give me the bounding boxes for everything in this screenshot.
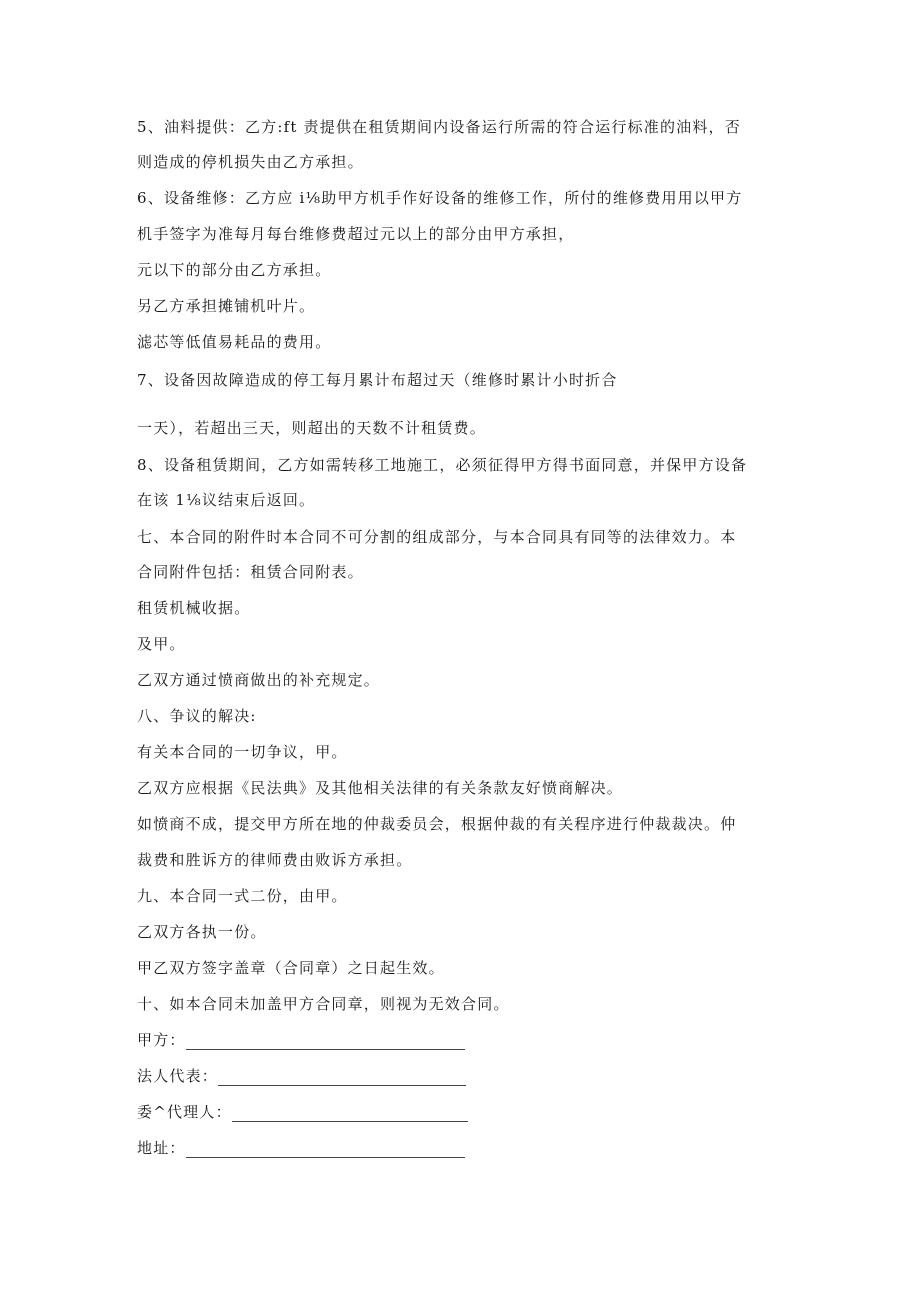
clause-6-line-5: 滤芯等低值易耗品的费用。 <box>137 333 332 351</box>
signature-agent <box>137 1102 468 1122</box>
section-9-line-1: 九、本合同一式二份，由甲。 <box>137 887 348 905</box>
clause-7-line-1: 7、设备因故障造成的停工每月累计布超过天（维修时累计小时折合 <box>137 371 618 389</box>
section-8-line-1: 有关本合同的一切争议，甲。 <box>137 743 348 761</box>
signature-address <box>137 1138 465 1158</box>
address-blank <box>186 1143 465 1158</box>
agent-label: 委^代理人： <box>137 1103 232 1121</box>
section-8-heading: 八、争议的解决: <box>137 707 257 725</box>
section-9-line-3: 甲乙双方签字盖章（合同章）之日起生效。 <box>137 959 445 977</box>
clause-6-line-3: 元以下的部分由乙方承担。 <box>137 261 332 279</box>
clause-8-line-1: 8、设备租赁期间，乙方如需转移工地施工，必须征得甲方得书面同意，并保甲方设备 <box>137 456 748 474</box>
section-7-line-3: 租赁机械收据。 <box>137 599 251 617</box>
signature-party-a <box>137 1030 465 1050</box>
clause-8-line-2: 在该 1⅛议结束后返回。 <box>137 491 316 509</box>
section-7-line-2: 合同附件包括：租赁合同附表。 <box>137 563 364 581</box>
section-8-line-4: 裁费和胜诉方的律师费由败诉方承担。 <box>137 851 413 869</box>
clause-6-line-1: 6、设备维修：乙方应 i⅛助甲方机手作好设备的维修工作，所付的维修费用用以甲方 <box>137 189 743 207</box>
clause-7-line-2: 一天），若超出三天，则超出的天数不计租赁费。 <box>137 419 486 437</box>
section-7-line-5: 乙双方通过愤商做出的补充规定。 <box>137 671 381 689</box>
clause-5-line-2: 则造成的停机损失由乙方承担。 <box>137 153 364 171</box>
party-a-label: 甲方： <box>137 1031 186 1049</box>
legal-rep-blank <box>218 1071 466 1086</box>
legal-rep-label: 法人代表： <box>137 1067 219 1085</box>
section-7-line-4: 及甲。 <box>137 635 186 653</box>
section-9-line-2: 乙双方各执一份。 <box>137 923 267 941</box>
section-7-line-1: 七、本合同的附件时本合同不可分割的组成部分，与本合同具有同等的法律效力。本 <box>137 528 737 546</box>
agent-blank <box>232 1107 468 1122</box>
party-a-blank <box>186 1035 465 1050</box>
section-8-line-2: 乙双方应根据《民法典》及其他相关法律的有关条款友好愤商解决。 <box>137 779 624 797</box>
clause-5-line-1: 5、油料提供：乙方:ft 责提供在租赁期间内设备运行所需的符合运行标准的油料，否 <box>137 118 741 136</box>
section-8-line-3: 如愤商不成，提交甲方所在地的仲裁委员会，根据仲裁的有关程序进行仲裁裁决。仲 <box>137 815 737 833</box>
address-label: 地址： <box>137 1139 186 1157</box>
clause-6-line-4: 另乙方承担摊铺机叶片。 <box>137 297 316 315</box>
clause-6-line-2: 机手签字为准每月每台维修费超过元以上的部分由甲方承担， <box>137 225 575 243</box>
signature-legal-rep <box>137 1066 466 1086</box>
section-10-line-1: 十、如本合同未加盖甲方合同章，则视为无效合同。 <box>137 995 510 1013</box>
